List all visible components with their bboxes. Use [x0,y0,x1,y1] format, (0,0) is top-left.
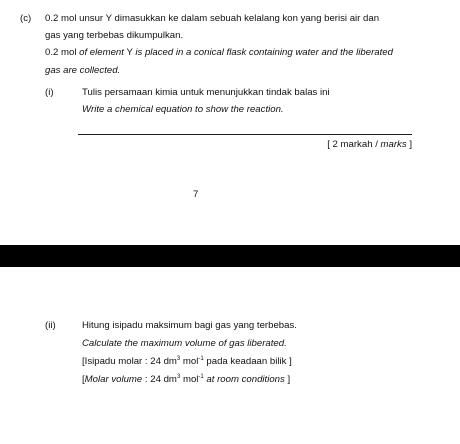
english-text-italic: is placed in a conical flask containing water and the liberated [135,47,393,58]
marks-text-close: ] [406,139,412,150]
molar-volume-english [82,374,290,386]
molar-text: mol [180,374,199,385]
question-label-i: (i) [45,87,54,98]
molar-text: mol [180,356,199,367]
superscript: 3 [176,374,181,380]
superscript: 3 [176,356,181,362]
question-c-malay-line-2: gas yang terbebas dikumpulkan. [45,30,184,41]
bracket-open: [ [82,374,85,385]
element-symbol: Y [123,47,136,58]
question-i-malay: Tulis persamaan kimia untuk menunjukkan tindak balas ini [82,87,330,98]
question-c-malay-line-1: 0.2 mol unsur Y dimasukkan ke dalam sebuah kelalang kon yang berisi air dan [45,13,380,24]
molar-text-italic: Molar volume [84,374,143,385]
marks-label [327,139,412,151]
english-text-italic: of element [79,47,124,58]
superscript: -1 [198,374,204,380]
english-text-plain: 0.2 mol [45,47,80,58]
molar-text: pada keadaan bilik ] [203,356,292,367]
answer-line [78,134,412,135]
question-label-c: (c) [20,13,32,24]
molar-text: [Isipadu molar : 24 dm [82,356,177,367]
marks-text-english: marks [380,139,407,150]
molar-text: : 24 dm [142,374,177,385]
bracket-close: ] [284,374,291,385]
question-c-english-line-2: gas are collected. [45,65,121,76]
superscript: -1 [198,356,204,362]
page-number: 7 [193,189,199,200]
molar-text-italic: at room conditions [203,374,285,385]
question-ii-english: Calculate the maximum volume of gas liberated. [82,338,287,349]
marks-text-malay: [ 2 markah / [327,139,381,150]
question-label-ii: (ii) [45,320,56,331]
page-separator [0,245,460,267]
molar-volume-malay [82,356,292,368]
question-ii-malay: Hitung isipadu maksimum bagi gas yang terbebas. [82,320,297,331]
question-i-english: Write a chemical equation to show the reaction. [82,104,284,115]
question-c-english-line-1 [45,47,393,59]
